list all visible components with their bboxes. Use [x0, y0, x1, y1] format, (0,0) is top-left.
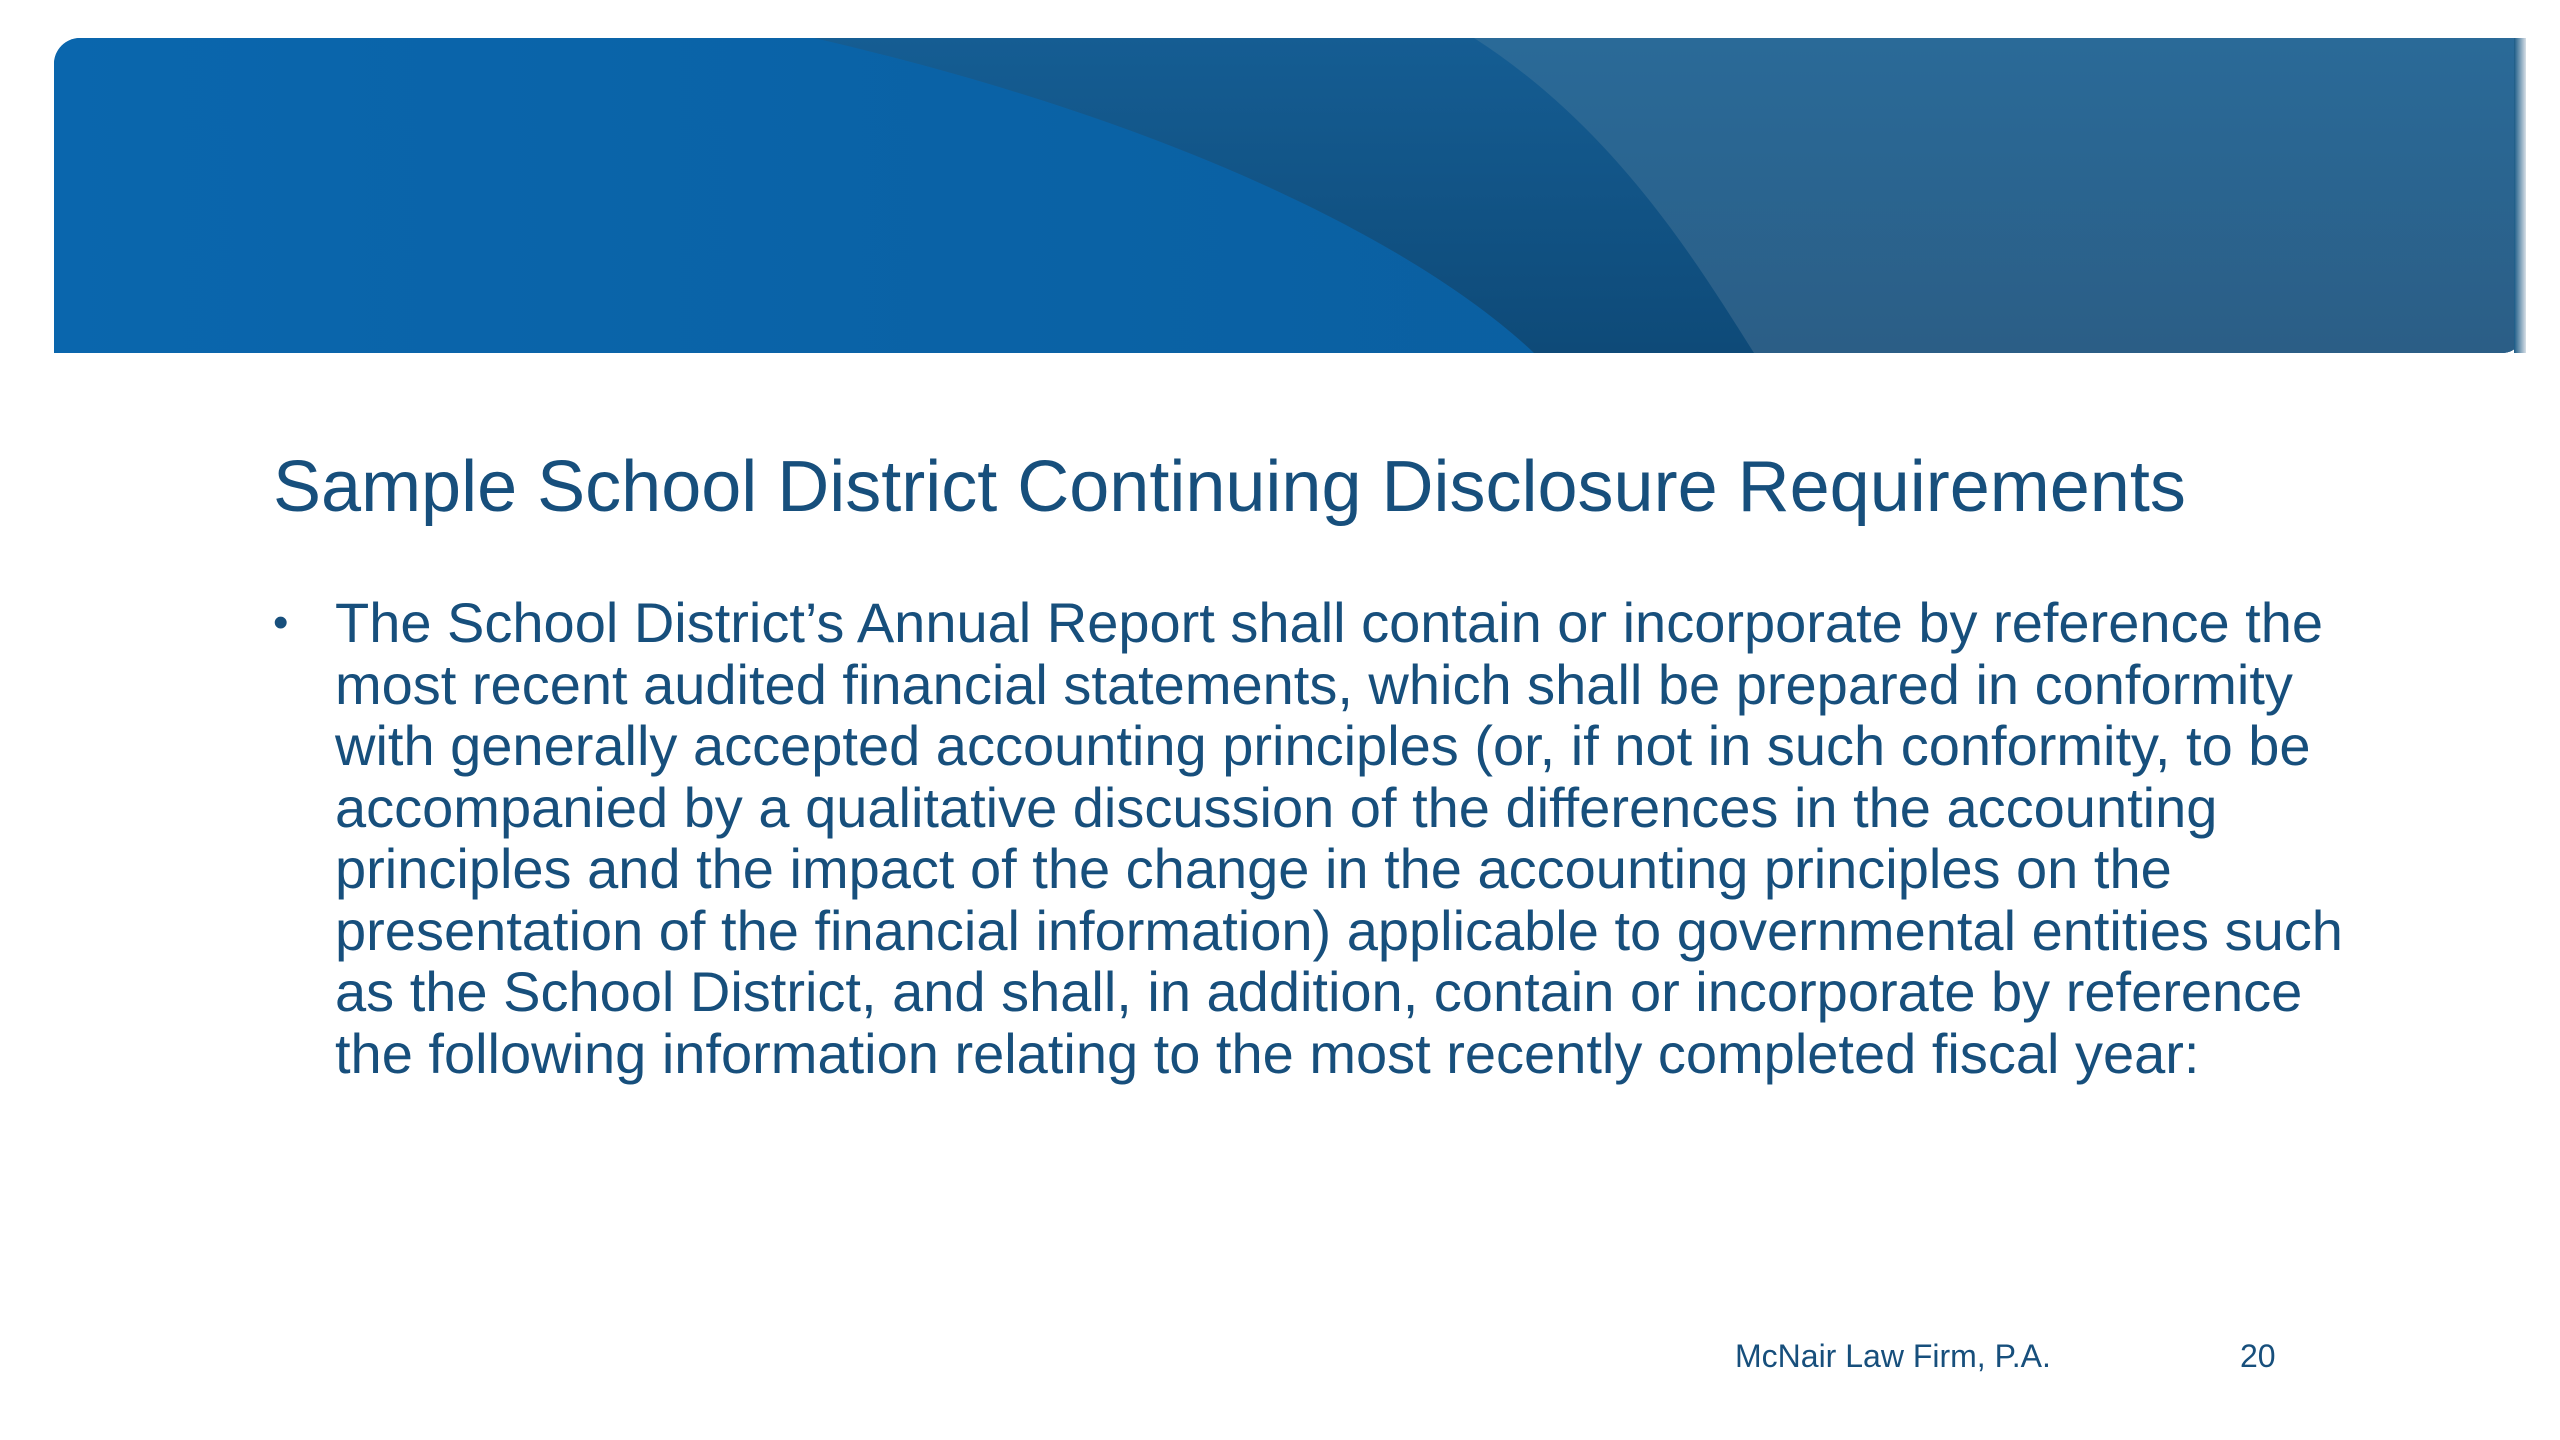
footer-firm-name: McNair Law Firm, P.A. [1735, 1338, 2051, 1374]
banner-edge [2514, 38, 2526, 353]
bullet-item [273, 592, 2353, 1084]
header-banner [54, 38, 2524, 353]
banner-swoosh-graphic [54, 38, 2524, 353]
page-number: 20 [2240, 1338, 2276, 1374]
bullet-list [273, 592, 2353, 1084]
slide-title: Sample School District Continuing Disclosure Requirements [273, 447, 2186, 527]
bullet-icon: • [273, 598, 289, 647]
bullet-text: The School District’s Annual Report shall contain or incorporate by reference the most recent audited financial statements, which shall be prepared in conformity with generally accepted accounting principles (or, if not in such conformity, to be accompanied by a qualitative discussion of the differences in the accounting principles and the impact of the change in the accounting principles on the presentation of the financial information) applicable to governmental entities such as the School District, and shall, in addition, contain or incorporate by reference the following information relating to the most recently completed fiscal year: [335, 591, 2343, 1085]
